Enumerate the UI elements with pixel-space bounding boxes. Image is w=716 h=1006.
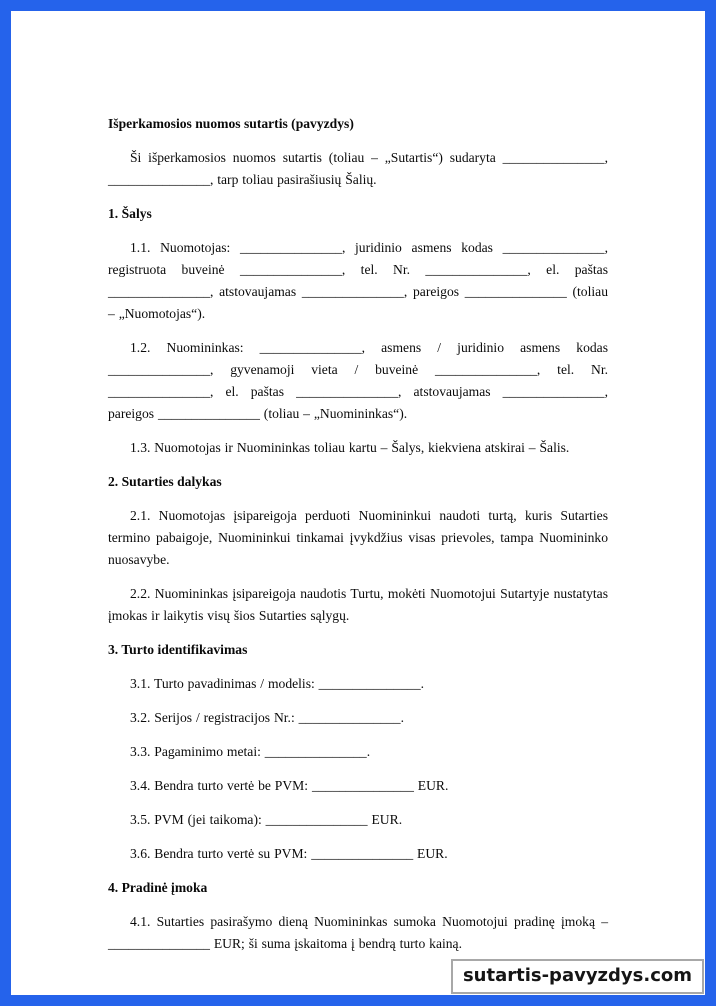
section-heading-initial-payment: 4. Pradinė įmoka (108, 880, 208, 895)
intro-paragraph: Ši išperkamosios nuomos sutartis (toliau – „Sutartis“) sudaryta _______________, _______________, tarp toliau pasirašiusių Šalių. (108, 150, 608, 187)
clause-2-2: 2.2. Nuomininkas įsipareigoja naudotis Turtu, mokėti Nuomotojui Sutartyje nustatytas įmokas ir laikytis visų šios Sutarties sąlygų. (108, 586, 608, 623)
clause-4-1: 4.1. Sutarties pasirašymo dieną Nuomininkas sumoka Nuomotojui pradinę įmoką – _______________ EUR; ši suma įskaitoma į bendrą turto kainą. (108, 914, 608, 951)
clause-2-1: 2.1. Nuomotojas įsipareigoja perduoti Nuomininkui naudoti turtą, kuris Sutarties termino pabaigoje, Nuomininkui tinkamai įvykdžius visas prievoles, tampa Nuomininko nuosavybe. (108, 508, 608, 567)
section-heading-subject: 2. Sutarties dalykas (108, 474, 222, 489)
watermark-badge (451, 959, 704, 994)
clause-3-3: 3.3. Pagaminimo metai: _______________. (130, 744, 371, 759)
clause-3-5: 3.5. PVM (jei taikoma): _______________ EUR. (130, 812, 403, 827)
watermark-text: sutartis-pavyzdys.com (462, 965, 692, 986)
clause-1-3: 1.3. Nuomotojas ir Nuomininkas toliau kartu – Šalys, kiekviena atskirai – Šalis. (130, 440, 570, 455)
section-heading-asset-identification: 3. Turto identifikavimas (108, 642, 248, 657)
clause-3-4: 3.4. Bendra turto vertė be PVM: _______________ EUR. (130, 778, 449, 793)
clause-3-2: 3.2. Serijos / registracijos Nr.: _______________. (130, 710, 404, 725)
clause-1-2: 1.2. Nuomininkas: _______________, asmens / juridinio asmens kodas _______________, gyvenamoji vieta / buveinė _______________, tel. Nr. _______________, el. paštas _______________, atstovaujamas _______________, pareigos _______________ (toliau – „Nuomininkas“). (108, 340, 608, 421)
contract-document (108, 11, 608, 967)
document-title: Išperkamosios nuomos sutartis (pavyzdys) (108, 116, 354, 131)
clause-3-6: 3.6. Bendra turto vertė su PVM: _______________ EUR. (130, 846, 448, 861)
clause-1-1: 1.1. Nuomotojas: _______________, juridinio asmens kodas _______________, registruota buveinė _______________, tel. Nr. _______________, el. paštas _______________, atstovaujamas _______________, pareigos _______________ (toliau – „Nuomotojas“). (108, 240, 608, 321)
clause-3-1: 3.1. Turto pavadinimas / modelis: _______________. (130, 676, 425, 691)
section-heading-parties: 1. Šalys (108, 206, 152, 221)
